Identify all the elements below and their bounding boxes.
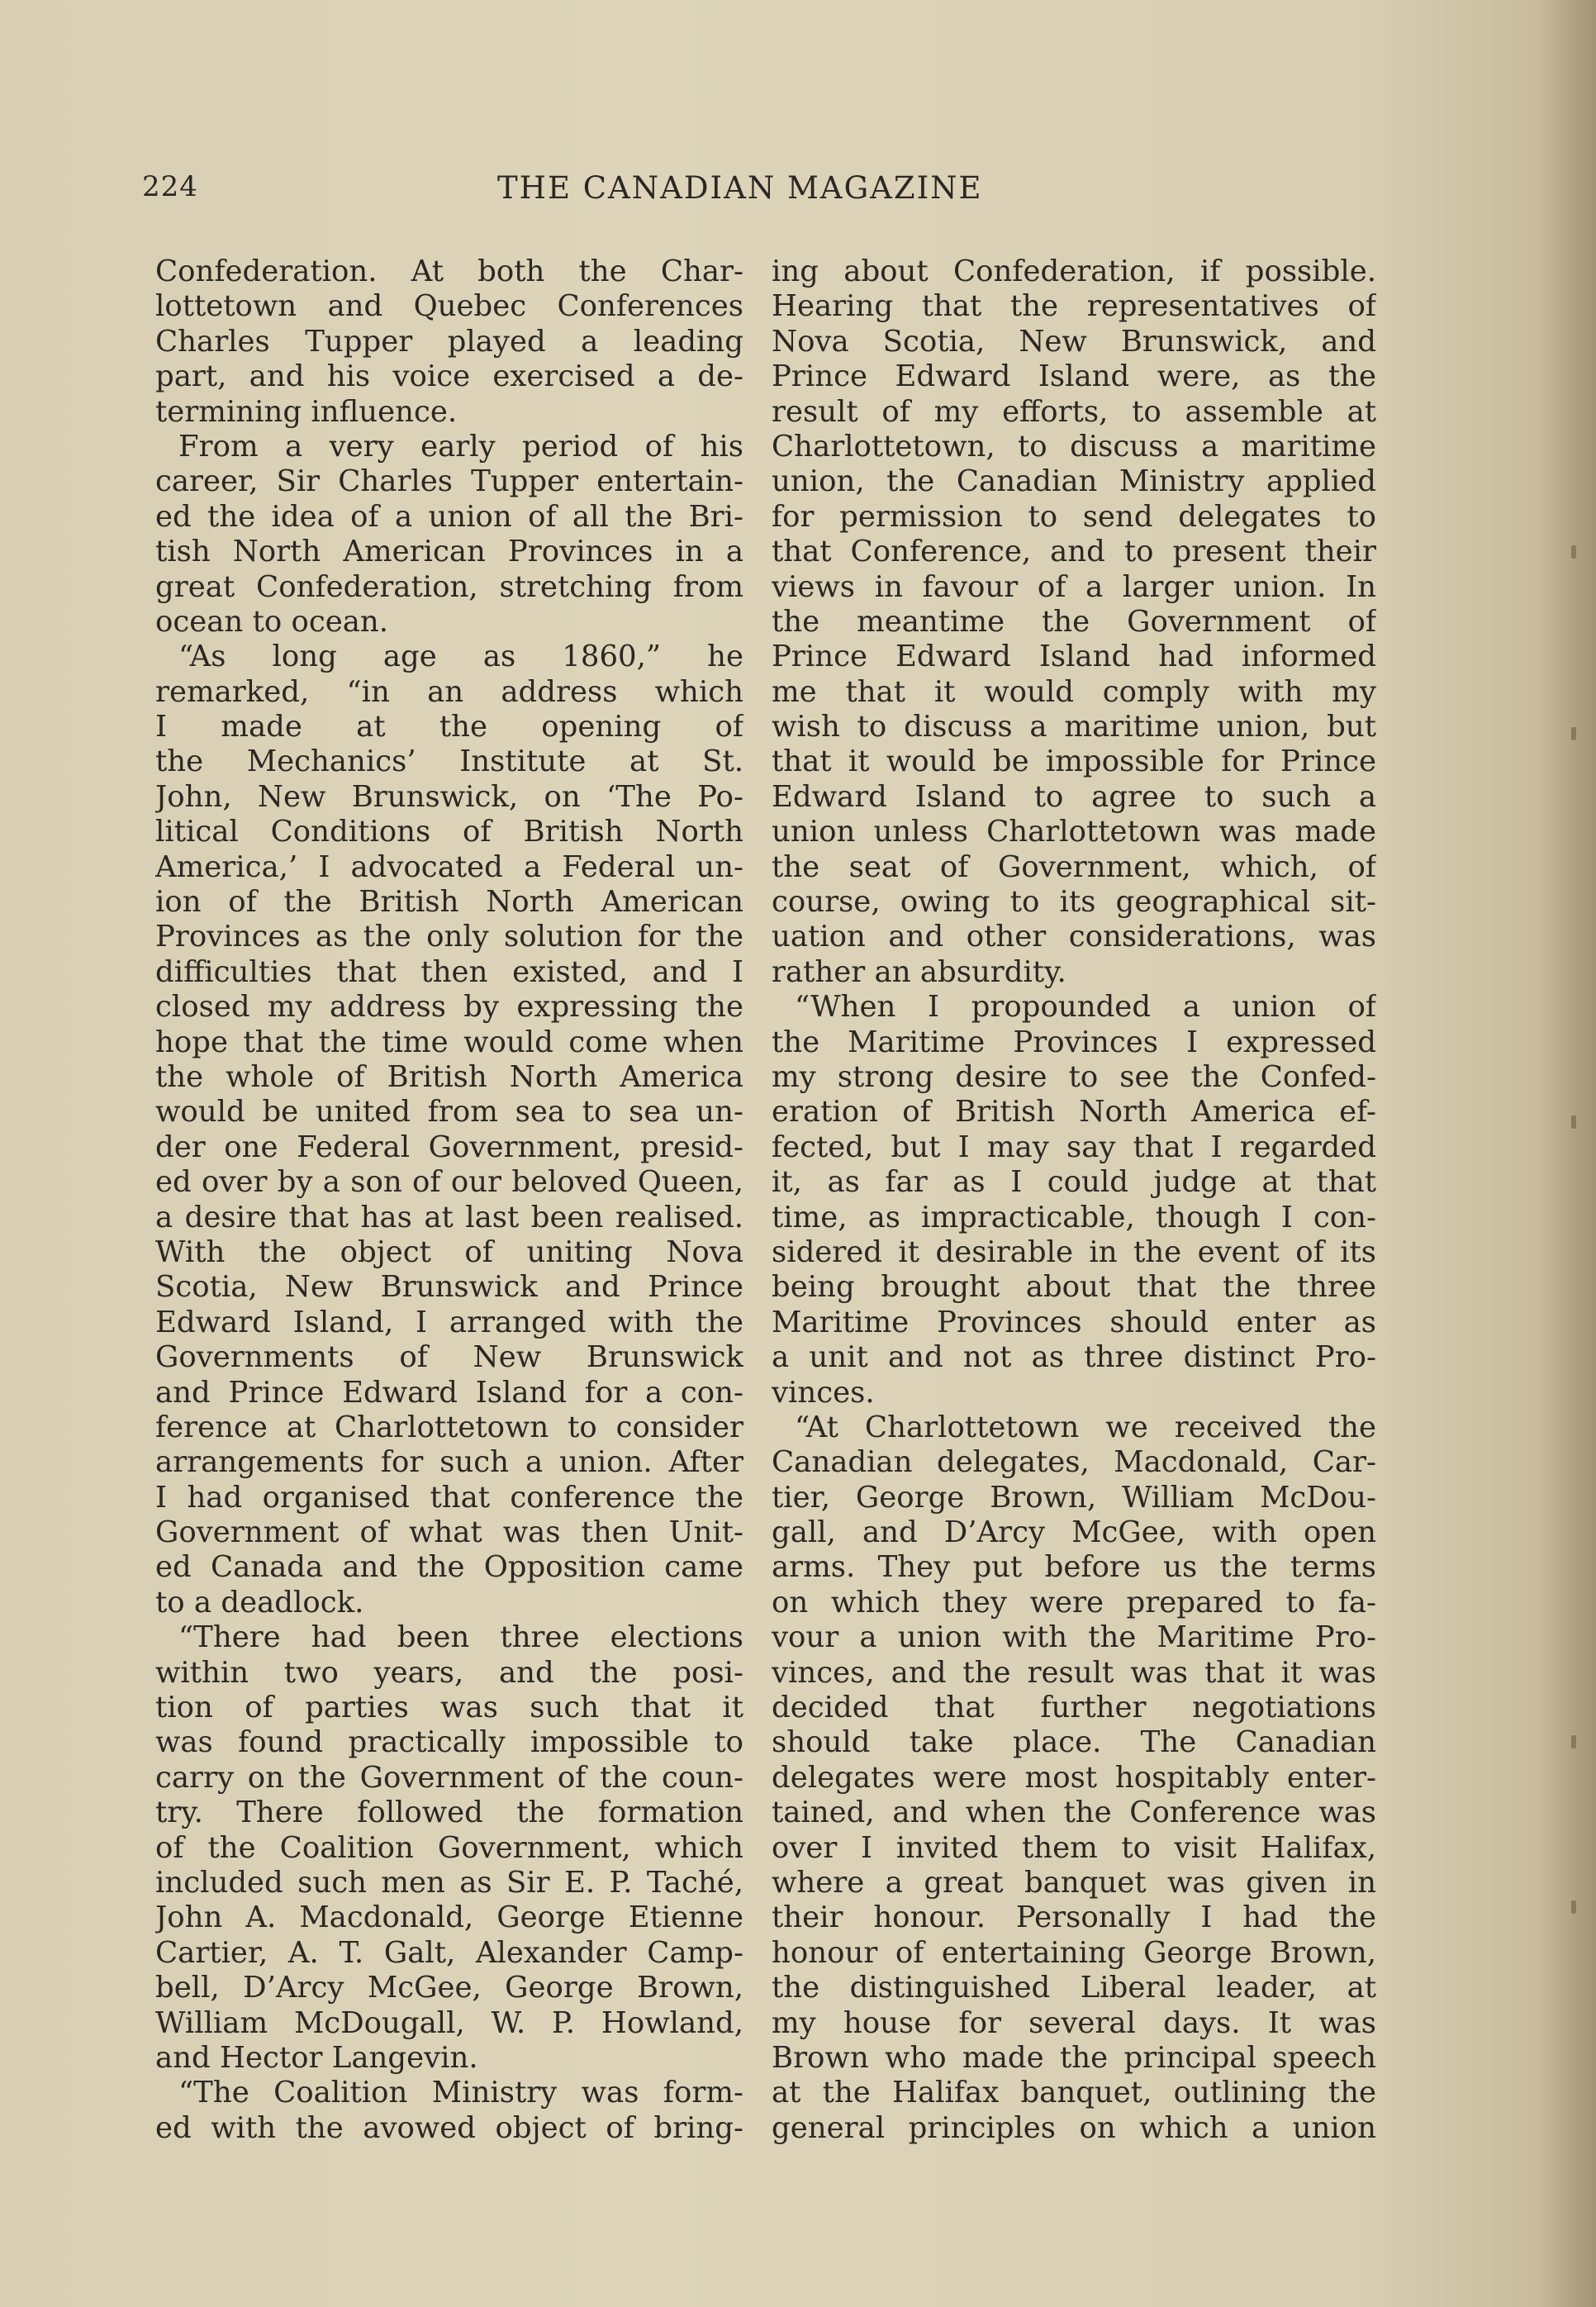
text-line: the distinguished Liberal leader, at bbox=[772, 1971, 1376, 2005]
text-line: included such men as Sir E. P. Taché, bbox=[155, 1865, 743, 1900]
text-line: delegates were most hospitably enter- bbox=[772, 1760, 1376, 1795]
text-line: was found practically impossible to bbox=[155, 1725, 743, 1760]
text-line: result of my efforts, to assemble at bbox=[772, 394, 1376, 429]
text-line: fected, but I may say that I regarded bbox=[772, 1130, 1376, 1164]
text-line: Confederation. At both the Char- bbox=[155, 254, 743, 288]
text-line: and Prince Edward Island for a con- bbox=[155, 1375, 743, 1410]
text-line: the Mechanics’ Institute at St. bbox=[155, 744, 743, 779]
text-line: their honour. Personally I had the bbox=[772, 1900, 1376, 1935]
text-line: wish to discuss a maritime union, but bbox=[772, 710, 1376, 744]
text-line: Prince Edward Island had informed bbox=[772, 640, 1376, 674]
text-line: lottetown and Quebec Conferences bbox=[155, 289, 743, 324]
text-line: America,’ I advocated a Federal un- bbox=[155, 849, 743, 884]
text-line: my house for several days. It was bbox=[772, 2005, 1376, 2040]
text-line: a unit and not as three distinct Pro- bbox=[772, 1340, 1376, 1375]
text-line: “As long age as 1860,” he bbox=[178, 640, 743, 674]
page-header bbox=[142, 170, 1406, 220]
margin-mark bbox=[1571, 545, 1576, 559]
text-line: Edward Island, I arranged with the bbox=[155, 1305, 743, 1339]
text-line: Governments of New Brunswick bbox=[155, 1340, 743, 1375]
text-line: Cartier, A. T. Galt, Alexander Camp- bbox=[155, 1935, 743, 1970]
text-line: honour of entertaining George Brown, bbox=[772, 1935, 1376, 1970]
text-line: ed Canada and the Opposition came bbox=[155, 1550, 743, 1585]
text-line: bell, D’Arcy McGee, George Brown, bbox=[155, 1971, 743, 2005]
page-number: 224 bbox=[142, 170, 198, 203]
text-line: the seat of Government, which, of bbox=[772, 849, 1376, 884]
text-line: remarked, “in an address which bbox=[155, 674, 743, 709]
text-line: William McDougall, W. P. Howland, bbox=[155, 2005, 743, 2040]
text-line: the Maritime Provinces I expressed bbox=[772, 1025, 1376, 1059]
text-line: uation and other considerations, was bbox=[772, 920, 1376, 954]
text-line: Provinces as the only solution for the bbox=[155, 920, 743, 954]
text-line: of the Coalition Government, which bbox=[155, 1830, 743, 1865]
text-line: sidered it desirable in the event of its bbox=[772, 1234, 1376, 1269]
text-line: decided that further negotiations bbox=[772, 1691, 1376, 1725]
text-line: Maritime Provinces should enter as bbox=[772, 1305, 1376, 1339]
text-line: would be united from sea to sea un- bbox=[155, 1095, 743, 1130]
text-line: With the object of uniting Nova bbox=[155, 1234, 743, 1269]
text-line: the whole of British North America bbox=[155, 1059, 743, 1094]
text-line: Canadian delegates, Macdonald, Car- bbox=[772, 1445, 1376, 1480]
text-line: “There had been three elections bbox=[178, 1620, 743, 1655]
text-line: gall, and D’Arcy McGee, with open bbox=[772, 1515, 1376, 1550]
text-line: views in favour of a larger union. In bbox=[772, 569, 1376, 604]
margin-mark bbox=[1571, 1735, 1576, 1748]
text-line: ed the idea of a union of all the Bri- bbox=[155, 499, 743, 534]
text-line: being brought about that the three bbox=[772, 1270, 1376, 1305]
text-line: my strong desire to see the Confed- bbox=[772, 1059, 1376, 1094]
text-line: union unless Charlottetown was made bbox=[772, 815, 1376, 849]
text-line: Charlottetown, to discuss a maritime bbox=[772, 429, 1376, 464]
text-line: to a deadlock. bbox=[155, 1585, 364, 1620]
text-line: great Confederation, stretching from bbox=[155, 569, 743, 604]
text-line: ference at Charlottetown to consider bbox=[155, 1410, 743, 1444]
text-line: career, Sir Charles Tupper entertain- bbox=[155, 464, 743, 499]
text-line: Brown who made the principal speech bbox=[772, 2040, 1376, 2075]
text-line: vinces. bbox=[772, 1375, 875, 1410]
text-line: a desire that has at last been realised. bbox=[155, 1200, 743, 1234]
text-line: union, the Canadian Ministry applied bbox=[772, 464, 1376, 499]
text-line: tion of parties was such that it bbox=[155, 1691, 743, 1725]
text-line: carry on the Government of the coun- bbox=[155, 1760, 743, 1795]
text-line: where a great banquet was given in bbox=[772, 1865, 1376, 1900]
text-line: part, and his voice exercised a de- bbox=[155, 359, 743, 394]
text-line: tained, and when the Conference was bbox=[772, 1796, 1376, 1830]
text-line: should take place. The Canadian bbox=[772, 1725, 1376, 1760]
text-line: eration of British North America ef- bbox=[772, 1095, 1376, 1130]
text-line: course, owing to its geographical sit- bbox=[772, 885, 1376, 920]
left-text-column bbox=[155, 254, 743, 2146]
text-line: at the Halifax banquet, outlining the bbox=[772, 2076, 1376, 2110]
text-line: I had organised that conference the bbox=[155, 1480, 743, 1515]
text-line: ocean to ocean. bbox=[155, 604, 389, 639]
text-line: Hearing that the representatives of bbox=[772, 289, 1376, 324]
text-line: within two years, and the posi- bbox=[155, 1655, 743, 1690]
text-line: closed my address by expressing the bbox=[155, 990, 743, 1025]
text-line: arrangements for such a union. After bbox=[155, 1445, 743, 1480]
text-line: Government of what was then Unit- bbox=[155, 1515, 743, 1550]
text-line: hope that the time would come when bbox=[155, 1025, 743, 1059]
text-line: Charles Tupper played a leading bbox=[155, 324, 743, 359]
text-line: Prince Edward Island were, as the bbox=[772, 359, 1376, 394]
text-line: over I invited them to visit Halifax, bbox=[772, 1830, 1376, 1865]
margin-marks bbox=[1571, 0, 1588, 2307]
text-line: it, as far as I could judge at that bbox=[772, 1165, 1376, 1200]
text-line: ion of the British North American bbox=[155, 885, 743, 920]
text-line: arms. They put before us the terms bbox=[772, 1550, 1376, 1585]
text-line: vour a union with the Maritime Pro- bbox=[772, 1620, 1376, 1655]
text-line: Edward Island to agree to such a bbox=[772, 779, 1376, 814]
text-line: “The Coalition Ministry was form- bbox=[178, 2076, 743, 2110]
text-line: that Conference, and to present their bbox=[772, 535, 1376, 569]
text-line: tier, George Brown, William McDou- bbox=[772, 1480, 1376, 1515]
text-line: ing about Confederation, if possible. bbox=[772, 254, 1376, 288]
text-line: for permission to send delegates to bbox=[772, 499, 1376, 534]
text-line: der one Federal Government, presid- bbox=[155, 1130, 743, 1164]
text-line: I made at the opening of bbox=[155, 710, 743, 744]
text-line: ed over by a son of our beloved Queen, bbox=[155, 1165, 743, 1200]
text-line: From a very early period of his bbox=[178, 429, 743, 464]
text-line: Scotia, New Brunswick and Prince bbox=[155, 1270, 743, 1305]
text-line: termining influence. bbox=[155, 394, 458, 429]
text-line: vinces, and the result was that it was bbox=[772, 1655, 1376, 1690]
text-line: rather an absurdity. bbox=[772, 954, 1066, 989]
text-line: that it would be impossible for Prince bbox=[772, 744, 1376, 779]
text-line: John A. Macdonald, George Etienne bbox=[155, 1900, 743, 1935]
text-line: Nova Scotia, New Brunswick, and bbox=[772, 324, 1376, 359]
margin-mark bbox=[1571, 727, 1576, 740]
text-line: litical Conditions of British North bbox=[155, 815, 743, 849]
text-line: John, New Brunswick, on ‘The Po- bbox=[155, 779, 743, 814]
text-line: and Hector Langevin. bbox=[155, 2040, 478, 2075]
right-text-column bbox=[772, 254, 1376, 2146]
text-line: “At Charlottetown we received the bbox=[795, 1410, 1376, 1444]
text-line: “When I propounded a union of bbox=[795, 990, 1376, 1025]
text-line: general principles on which a union bbox=[772, 2110, 1376, 2145]
text-line: ed with the avowed object of bring- bbox=[155, 2110, 743, 2145]
text-line: tish North American Provinces in a bbox=[155, 535, 743, 569]
margin-mark bbox=[1571, 1900, 1576, 1914]
running-title: THE CANADIAN MAGAZINE bbox=[497, 170, 983, 206]
text-line: try. There followed the formation bbox=[155, 1796, 743, 1830]
text-line: difficulties that then existed, and I bbox=[155, 954, 743, 989]
text-line: the meantime the Government of bbox=[772, 604, 1376, 639]
text-line: time, as impracticable, though I con- bbox=[772, 1200, 1376, 1234]
text-line: me that it would comply with my bbox=[772, 674, 1376, 709]
text-line: on which they were prepared to fa- bbox=[772, 1585, 1376, 1620]
margin-mark bbox=[1571, 1115, 1576, 1129]
